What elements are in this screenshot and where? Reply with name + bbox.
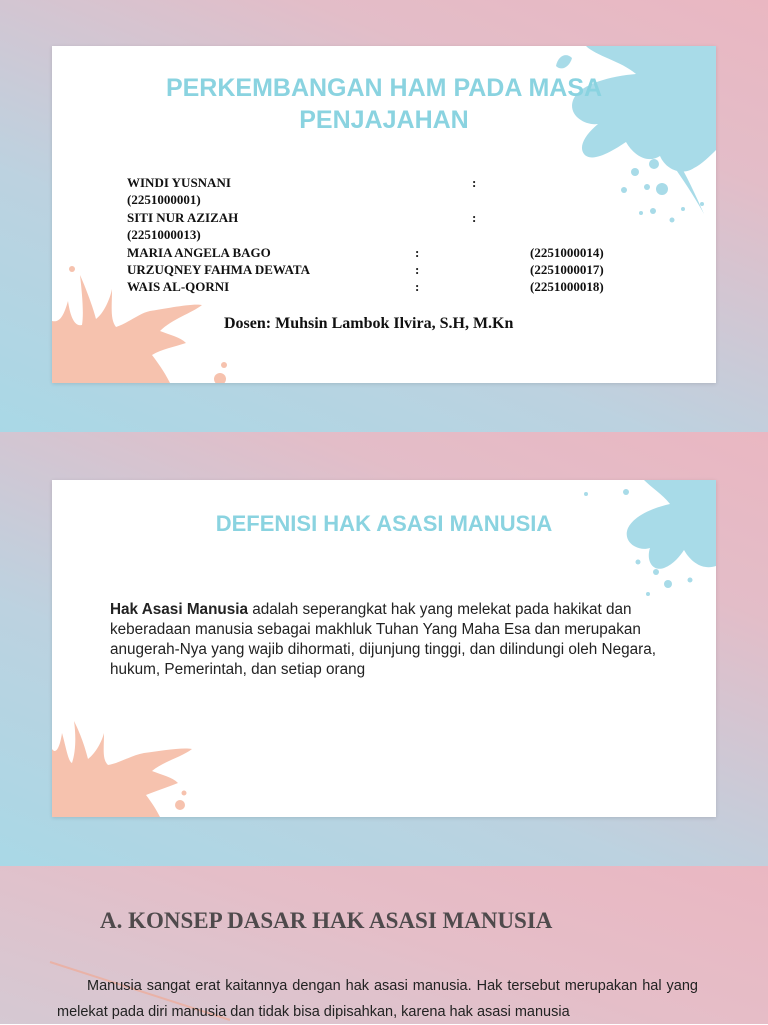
slide-title-line-2: PENJAJAHAN (299, 106, 469, 134)
member-id: (2251000017) (530, 261, 604, 277)
member-row (127, 174, 647, 209)
section-heading: A. KONSEP DASAR HAK ASASI MANUSIA (100, 908, 553, 933)
definition-text (110, 600, 700, 680)
member-id: (2251000001) (127, 192, 201, 208)
slide-title (52, 72, 716, 136)
member-name: MARIA ANGELA BAGO (127, 244, 271, 260)
definition-slide (52, 480, 716, 817)
slide-band-1 (0, 0, 768, 432)
member-list (127, 174, 647, 296)
lecturer-name: Dosen: Muhsin Lambok Ilvira, S.H, M.Kn (224, 315, 514, 332)
member-row (127, 261, 647, 278)
slide-title-line-1: PERKEMBANGAN HAM PADA MASA (165, 74, 603, 102)
member-name: WAIS AL-QORNI (127, 279, 230, 295)
member-name: SITI NUR AZIZAH (127, 209, 239, 225)
member-row (127, 278, 647, 295)
definition-body: adalah seperangkat hak yang melekat pada hakikat dan keberadaan manusia sebagai makhluk Tuhan Yang Maha Esa dan merupakan anugerah-Nya yang wajib dihormati, dijunjung tinggi, dan dilindungi oleh Negara, hukum, Pemerintah, dan setiap orang (110, 601, 656, 678)
member-name: WINDI YUSNANI (127, 175, 231, 190)
slide-title: DEFENISI HAK ASASI MANUSIA (215, 511, 553, 536)
member-separator: : (415, 244, 420, 260)
member-id: (2251000013) (127, 227, 201, 243)
member-row (127, 209, 647, 244)
member-separator: : (472, 175, 477, 190)
member-row (127, 244, 647, 261)
member-separator: : (415, 279, 420, 295)
slide-band-2 (0, 432, 768, 866)
blue-paint-splash (566, 480, 716, 610)
member-id: (2251000014) (530, 244, 604, 260)
member-name: URZUQNEY FAHMA DEWATA (127, 261, 310, 277)
peach-paint-splash (52, 707, 237, 817)
section-paragraph: Manusia sangat erat kaitannya dengan hak asasi manusia. Hak tersebut merupakan hal yang melekat pada diri manusia dan tidak bisa dipisahkan, karena hak asasi manusia (57, 978, 698, 1020)
definition-term: Hak Asasi Manusia (110, 601, 249, 618)
member-id: (2251000018) (530, 279, 604, 295)
member-separator: : (415, 261, 420, 277)
title-slide (52, 46, 716, 383)
member-separator: : (472, 209, 477, 225)
